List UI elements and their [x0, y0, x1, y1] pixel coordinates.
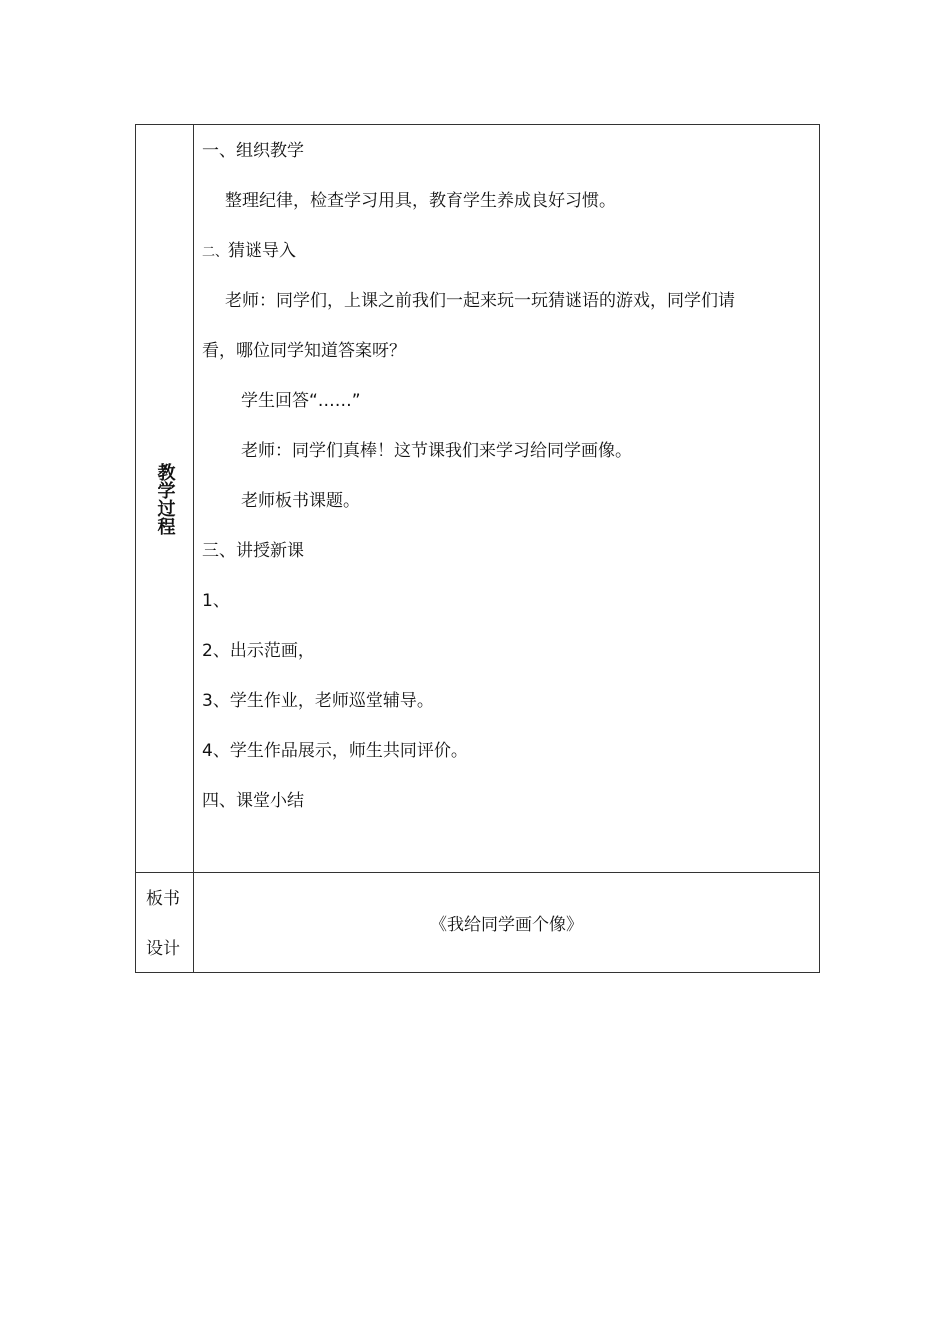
teacher-intro-line2: 看，哪位同学知道答案呀？ [202, 341, 406, 361]
step-4: 4、学生作品展示，师生共同评价。 [202, 741, 468, 761]
heading-organize: 一、组织教学 [202, 141, 304, 161]
heading-riddle [202, 239, 296, 265]
board-label-line2: 设计 [146, 939, 180, 959]
teaching-process-row [136, 125, 820, 873]
step-2: 2、出示范画， [202, 641, 315, 661]
heading-riddle-text: 猜谜导入 [228, 241, 297, 261]
board-label-line1: 板书 [146, 889, 180, 909]
teacher-praise: 老师：同学们真棒！这节课我们来学习给同学画像。 [241, 441, 632, 461]
board-design-label-cell [136, 873, 194, 973]
board-design-content-cell [194, 873, 820, 973]
step-3: 3、学生作业，老师巡堂辅导。 [202, 691, 434, 711]
teaching-process-label-cell [136, 125, 194, 873]
teaching-process-label: 教学过程 [154, 462, 176, 535]
board-design-row [136, 873, 820, 973]
heading-riddle-number: 二、 [202, 245, 229, 260]
step-1: 1、 [202, 591, 230, 611]
heading-new-lesson: 三、讲授新课 [202, 541, 304, 561]
lesson-plan-table [135, 124, 820, 973]
organize-text: 整理纪律，检查学习用具，教育学生养成良好习惯。 [225, 191, 616, 211]
heading-summary: 四、课堂小结 [202, 791, 304, 811]
board-title: 《我给同学画个像》 [430, 915, 583, 935]
student-answer: 学生回答“……” [241, 391, 361, 411]
teaching-process-content-cell [194, 125, 820, 873]
teacher-writes-title: 老师板书课题。 [241, 491, 360, 511]
teacher-intro-line1: 老师：同学们，上课之前我们一起来玩一玩猜谜语的游戏，同学们请 [225, 291, 735, 311]
